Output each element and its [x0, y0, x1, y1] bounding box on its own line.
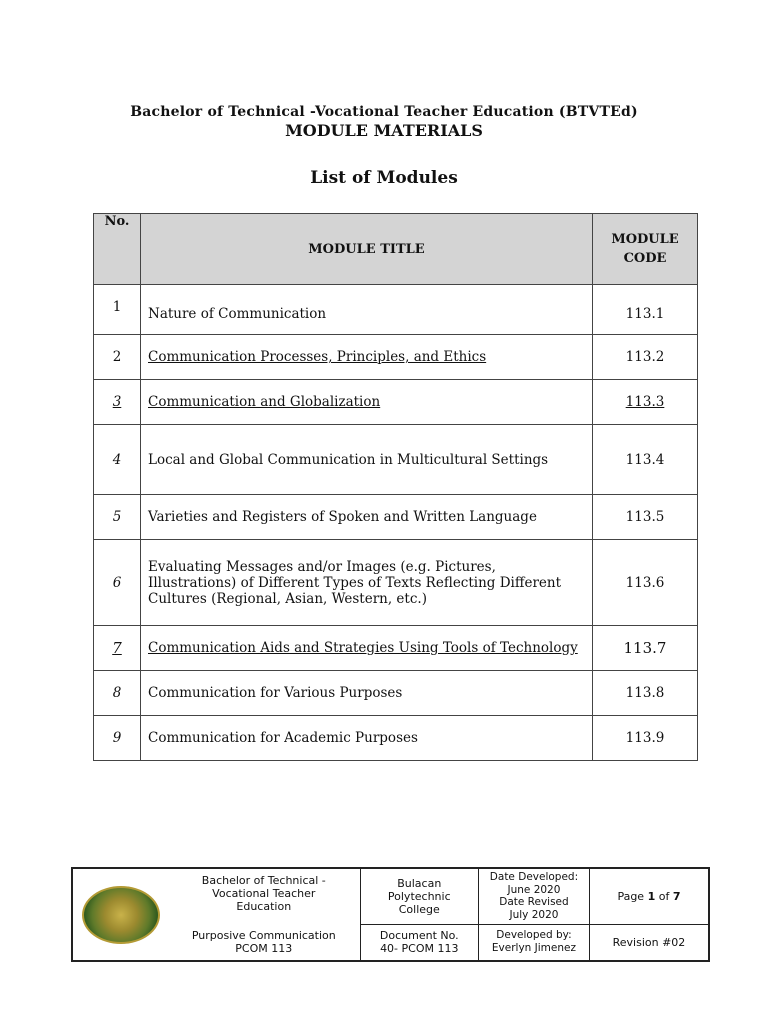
table-row: [94, 540, 698, 626]
table-row: [94, 285, 698, 335]
row-code: 113.6: [593, 540, 698, 626]
row-title: Evaluating Messages and/or Images (e.g. Pictures, Illustrations) of Different Types of Texts Reflecting Different Cultures (Regional, Asian, Western, etc.): [141, 540, 593, 626]
document-title: MODULE MATERIALS: [285, 121, 483, 140]
page-number: 1: [647, 889, 656, 903]
date-revised: July 2020: [509, 908, 559, 921]
table-row: [94, 335, 698, 380]
row-no-text: 3: [112, 394, 122, 410]
header-no: No.: [94, 214, 141, 285]
footer-document-cell: [360, 924, 478, 961]
date-developed-label: Date Developed:: [489, 871, 579, 884]
row-title-text: Communication and Globalization: [148, 394, 381, 410]
row-no: 4: [94, 425, 141, 495]
footer-course: [171, 929, 357, 955]
row-code: [593, 380, 698, 425]
table-header-row: [94, 214, 698, 285]
row-title: [141, 626, 593, 671]
row-title: Communication for Academic Purposes: [141, 716, 593, 761]
header-code-line1: MODULE: [611, 232, 679, 247]
footer-dates-cell: [478, 868, 589, 924]
date-revised-label: Date Revised: [499, 896, 569, 909]
footer-page-cell: [589, 868, 709, 924]
modules-table: [93, 213, 698, 761]
footer-program-line3: Education: [236, 900, 292, 913]
row-title: Local and Global Communication in Multicultural Settings: [141, 425, 593, 495]
table-row: [94, 626, 698, 671]
date-developed: June 2020: [507, 883, 561, 896]
college-logo-cell: [72, 868, 168, 961]
row-no: [94, 380, 141, 425]
revision-number: Revision #02: [612, 935, 686, 949]
footer-college-line1: Bulacan: [397, 876, 442, 890]
row-no: 5: [94, 495, 141, 540]
footer-college-cell: [360, 868, 478, 924]
developed-by-label: Developed by:: [496, 929, 572, 942]
developed-by: Everlyn Jimenez: [491, 942, 576, 955]
row-code-text: 113.3: [625, 394, 665, 410]
row-title: [141, 335, 593, 380]
row-no: 8: [94, 671, 141, 716]
footer-college-line2: Polytechnic: [387, 889, 451, 903]
footer-program-line1: Bachelor of Technical -: [201, 874, 326, 887]
footer-revision-cell: [589, 924, 709, 961]
college-seal-logo: [82, 886, 160, 944]
document-number-label: Document No.: [379, 929, 459, 943]
header-module-title: MODULE TITLE: [141, 214, 593, 285]
row-code: 113.5: [593, 495, 698, 540]
footer-course-line2: PCOM 113: [235, 942, 293, 955]
footer-program-line2: Vocational Teacher: [212, 887, 316, 900]
footer-developer-cell: [478, 924, 589, 961]
page-total: 7: [672, 889, 681, 903]
row-code: 113.2: [593, 335, 698, 380]
row-no-text: 7: [112, 639, 122, 657]
page-label: Page: [617, 889, 645, 903]
row-title: Communication for Various Purposes: [141, 671, 593, 716]
row-no: 9: [94, 716, 141, 761]
document-number: 40- PCOM 113: [380, 942, 459, 956]
row-code: 113.9: [593, 716, 698, 761]
document-footer: [71, 867, 710, 962]
table-row: [94, 495, 698, 540]
page-of: of: [658, 889, 670, 903]
program-heading: Bachelor of Technical -Vocational Teacher Education (BTVTEd): [130, 104, 638, 120]
row-no: 1: [94, 285, 141, 335]
table-row: [94, 716, 698, 761]
row-no: [94, 626, 141, 671]
row-title-text: Communication Aids and Strategies Using Tools of Technology: [148, 640, 578, 656]
table-row: [94, 425, 698, 495]
row-title: Varieties and Registers of Spoken and Written Language: [141, 495, 593, 540]
table-row: [94, 380, 698, 425]
row-code: 113.1: [593, 285, 698, 335]
footer-course-line1: Purposive Communication: [191, 929, 336, 942]
row-code: 113.7: [593, 626, 698, 671]
footer-program: [171, 874, 357, 913]
row-code: 113.4: [593, 425, 698, 495]
row-no: 6: [94, 540, 141, 626]
footer-program-cell: [168, 868, 360, 961]
table-row: [94, 671, 698, 716]
footer-college-line3: College: [398, 902, 440, 916]
list-title: List of Modules: [310, 168, 458, 188]
row-title: [141, 380, 593, 425]
row-no: 2: [94, 335, 141, 380]
header-code-line2: CODE: [623, 251, 667, 266]
header-module-code: [593, 214, 698, 285]
row-title: Nature of Communication: [141, 285, 593, 335]
row-title-text: Communication Processes, Principles, and Ethics: [148, 349, 487, 365]
row-code: 113.8: [593, 671, 698, 716]
